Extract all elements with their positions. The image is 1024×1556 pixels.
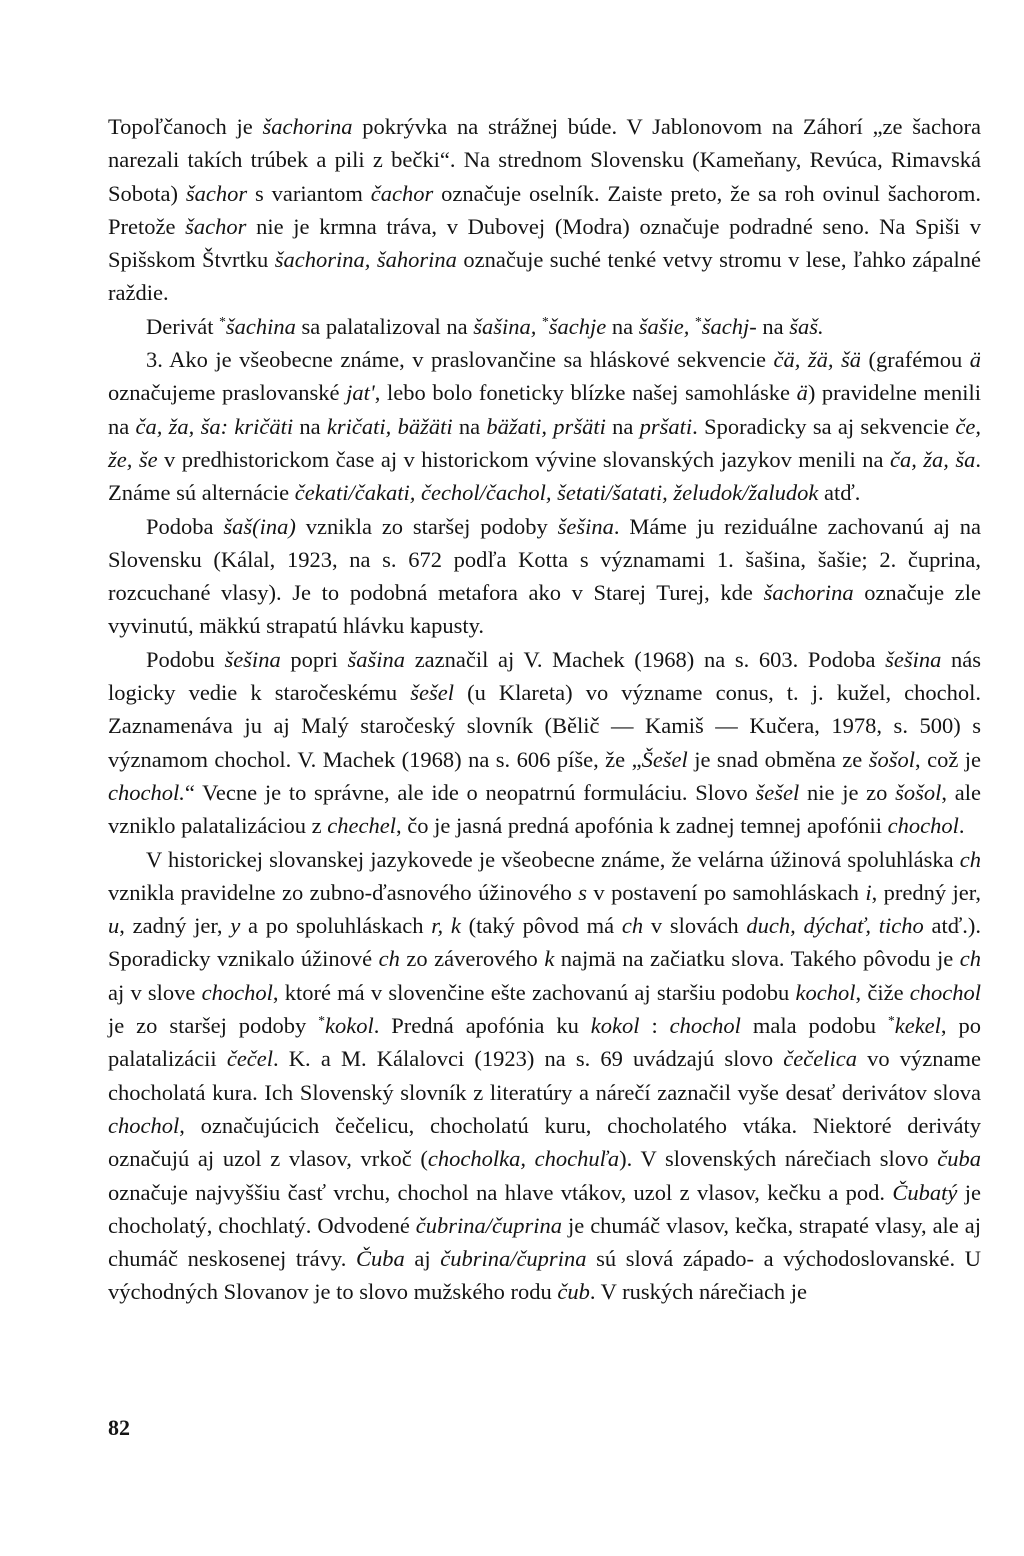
italic-term: pršati [639,413,693,439]
text-run: zaznačil aj V. Machek (1968) na s. 603. Podoba [405,646,886,672]
text-run: na [756,313,790,339]
italic-term: šešina [557,513,614,539]
italic-term: ch [378,946,400,972]
text-run: pokrývka na strážnej búde. V Jablonovom na Záhorí „ze šachora narezali takích trúbek a pili z bečki“. Na strednom Slovensku (Kameňany, Revúca, Rimavská Sobota) [108,114,981,206]
italic-term: čachor [370,180,434,206]
text-run: označuje najvyššiu časť vrchu, chochol na hlave vtákov, uzol z vlasov, kečku a pod. [108,1179,893,1205]
text-run: V historickej slovanskej jazykovede je všeobecne známe, že velárna úžinová spoluhláska [146,846,960,872]
asterisk-marker: * [318,1012,325,1028]
italic-term: kekel [894,1013,941,1039]
italic-term: s [578,879,588,905]
italic-term: kokol [590,1013,640,1039]
text-run: najmä na začiatku slova. Takého pôvodu je [554,946,960,972]
text-run: na [605,413,640,439]
text-run: popri [280,646,348,672]
text-run: atď. [818,480,861,506]
text-run: ). V slovenských nárečiach slovo [619,1146,938,1172]
text-run: nás logicky vedie k staročeskému [108,646,982,706]
text-run: (u Klareta) vo význame conus, t. j. kužel, chochol. Zaznamenáva ju aj Malý staročeský slovník (Bělič — Kamiš — Kučera, 1978, s. 500) s významom chochol. V. Machek (1968) na s. 606 píše, že „ [108,680,982,772]
text-run: , predný jer, [871,879,981,905]
text-run: , čiže [855,979,910,1005]
text-run: . [958,813,965,839]
italic-term: šošol [868,746,915,772]
italic-term: šošol [895,779,942,805]
text-run: v postavení po samohláskach [587,879,866,905]
italic-term: ch [959,846,981,872]
page-number: 82 [108,1415,130,1440]
italic-term: chechel [327,813,396,839]
text-run: mala podobu [740,1013,888,1039]
italic-term: šachorina, šahorina [274,247,457,273]
italic-term: šešina [224,646,281,672]
paragraph [108,310,981,343]
italic-term: k [544,946,555,972]
text-run: označuje suché tenké vetvy stromu v lese, ľahko zápalné raždie. [108,247,981,306]
italic-term: šachje [548,313,607,339]
text-run: , ktoré má v slovenčine ešte zachovanú aj staršiu podobu [272,979,796,1005]
text-run: . Sporadicky sa aj sekvencie [692,413,956,439]
italic-term: šašina [347,646,406,672]
italic-term: čubrina/čuprina [415,1212,563,1238]
text-run: Topoľčanoch je [108,114,263,139]
italic-term: čuba [937,1146,981,1172]
asterisk-marker: * [695,313,702,329]
italic-term: čub [557,1279,590,1305]
italic-term: če, že, še [108,413,981,472]
text-run: nie je zo [799,779,896,805]
italic-term: Čubatý [892,1179,958,1205]
text-run: atď.). Sporadicky vznikalo úžinové [108,913,982,972]
italic-term: chochol [909,979,982,1005]
italic-term: čečelica [783,1046,857,1072]
italic-term: šašie, [638,313,696,339]
paragraph [108,643,981,843]
italic-term: chochol [201,979,273,1005]
text-run: je chocholatý, chochlatý. Odvodené [108,1179,981,1238]
text-run: , ale vzniklo palatalizáciou z [108,779,981,839]
text-run: . Máme ju reziduálne zachovanú aj na Slovensku (Kálal, 1923, na s. 672 podľa Kotta s významami 1. šašina, šašie; 2. čuprina, rozcuchané vlasy). Je to podobná metafora ako v Starej Turej, kde [108,513,982,606]
italic-term: šaš(ina) [223,513,296,539]
text-run: s variantom [247,180,371,206]
italic-term: chochol. [108,779,185,805]
text-run: . Známe sú alternácie [108,446,981,506]
text-run: . V ruských nárečiach je [589,1279,808,1305]
italic-term: čekati/čakati, čechol/čachol, šetati/šatati, želudok/žaludok [294,480,819,506]
italic-term: šachor [185,180,248,206]
italic-term: chochol [669,1013,741,1039]
italic-term: šešel [755,779,800,805]
italic-term: čubrina/čuprina [440,1246,587,1272]
text-run: , označujúcich čečelicu, chocholatú kuru, chocholatého vtáka. Niektoré deriváty označujú aj uzol z vlasov, vrkoč ( [108,1112,981,1172]
paragraph [108,843,981,1309]
italic-term: u [108,913,120,939]
text-run: na [293,413,327,439]
italic-term: šachj- [701,313,757,339]
italic-term: šachorina [262,114,353,139]
italic-term: šachorina [763,580,854,606]
text-run: a po spoluhláskach [240,913,432,939]
text-run: označuje zle vyvinutú, mäkkú strapatú hlávku kapusty. [108,580,982,639]
italic-term: bäžati, pršäti [486,413,606,439]
page-body [108,110,981,1309]
text-run: aj [404,1246,441,1272]
text-run: , což je [915,746,981,772]
italic-term: čečel [226,1046,274,1072]
text-run: (taký pôvod má [460,913,622,939]
text-run: , čo je jasná predná apofónia k zadnej temnej apofónii [395,813,888,839]
italic-term: šachina [225,313,296,339]
italic-term: Šešel [641,746,688,772]
text-run: na [606,313,639,339]
text-run: na [452,413,487,439]
italic-term: chochol [887,813,959,839]
text-run: označujeme praslovanské [108,380,347,406]
italic-term: ä [969,347,982,373]
text-run: . Predná apofónia ku [373,1013,591,1039]
italic-term: šešel [410,680,455,706]
text-run: v slovách [643,913,747,939]
text-run: je chumáč vlasov, kečka, strapaté vlasy, ale aj chumáč neskosenej trávy. [108,1212,981,1272]
text-run: (grafémou [861,347,970,373]
text-run: vznikla pravidelne zo zubno-ďasnového úžinového [108,879,579,905]
paragraph [108,343,981,509]
italic-term: ča, ža, ša: kričäti [135,413,294,439]
text-run: zo záverového [399,946,545,972]
italic-term: chochol [108,1112,180,1138]
italic-term: šaš. [789,313,824,339]
text-run: , zadný jer, [119,913,231,939]
text-run: ) pravidelne menili na [108,380,981,439]
text-run: sa palatalizoval na [295,313,474,339]
italic-term: šešina [885,646,942,672]
text-run: Podoba [146,513,224,539]
italic-term: kochol [795,979,856,1005]
italic-term: šašina, [473,313,543,339]
italic-term: ča, ža, ša [889,446,976,472]
text-run: : [639,1013,670,1039]
italic-term: ch [959,946,981,972]
text-run: , po palatalizácii [108,1013,981,1072]
text-run: označuje oselník. Zaiste preto, že sa roh ovinul šachorom. Pretože [108,180,981,239]
text-run: je zo staršej podoby [108,1013,319,1039]
asterisk-marker: * [887,1012,895,1028]
text-run: v predhistorickom čase aj v historickom vývine slovanských jazykov menili na [157,446,890,472]
text-run: aj v slove [108,979,202,1005]
asterisk-marker: * [542,313,549,329]
text-run: vo význame chocholatá kura. Ich Slovenský slovník z literatúry a nárečí zaznačil vyše desať derivátov slova [108,1046,981,1105]
italic-term: r, k [431,913,461,939]
text-run: Derivát [146,313,220,339]
asterisk-marker: * [219,313,226,329]
text-run: vznikla zo staršej podoby [295,513,558,539]
text-run: . K. a M. Kálalovci (1923) na s. 69 uvádzajú slovo [273,1046,784,1072]
text-run: “ Vecne je to správne, ale ide o neopatrnú formuláciu. Slovo [184,779,756,805]
text-run: nie je krmna tráva, v Dubovej (Modra) označuje podradné seno. Na Spiši v Spišskom Štvrtku [108,213,982,273]
paragraph [108,510,981,643]
italic-term: y [230,913,241,939]
italic-term: čä, žä, šä [773,347,862,373]
italic-term: šachor [185,213,247,239]
italic-term: kričati, bäžäti [326,413,453,439]
italic-term: duch, dýchať, ticho [746,913,924,939]
italic-term: kokol [324,1013,374,1039]
italic-term: chocholka, chochuľa [427,1146,620,1172]
italic-term: Čuba [355,1246,405,1272]
italic-term: ä [796,380,808,406]
paragraph [108,110,981,310]
text-run: je snad obměna ze [687,746,869,772]
italic-term: i [865,879,872,905]
italic-term: jat' [346,380,375,406]
text-run: sú slová západo- a východoslovanské. U východných Slovanov je to slovo mužského rodu [108,1246,981,1305]
text-run: Podobu [146,646,225,672]
text-run: 3. Ako je všeobecne známe, v praslovančine sa hláskové sekvencie [146,347,774,373]
text-run: , lebo bolo foneticky blízke našej samohláske [374,380,797,406]
italic-term: ch [621,913,644,939]
